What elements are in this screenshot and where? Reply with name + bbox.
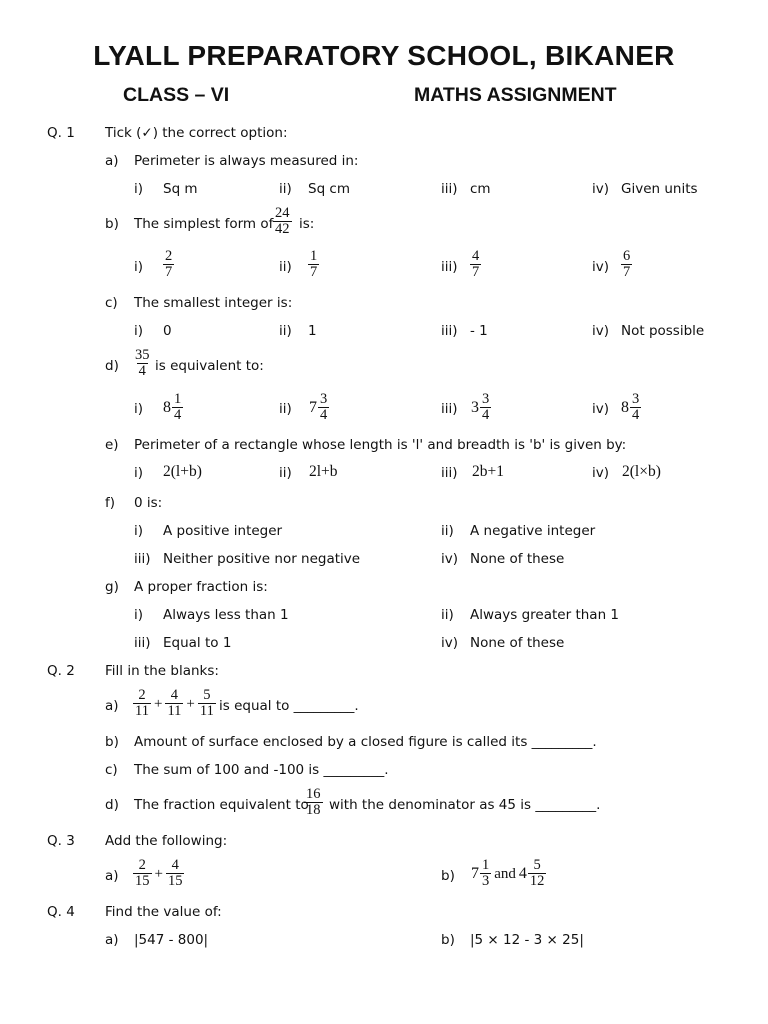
option-number: iii) bbox=[441, 259, 458, 275]
option-text: Sq m bbox=[163, 181, 198, 197]
option-fraction: $\frac{2}{7}$ bbox=[165, 248, 173, 281]
option-text: None of these bbox=[470, 635, 565, 651]
part-label: e) bbox=[105, 437, 119, 453]
option-number: i) bbox=[134, 259, 144, 275]
option-expression: 2(l+b) bbox=[163, 463, 202, 480]
option-text: Equal to 1 bbox=[163, 635, 232, 651]
part-label: d) bbox=[105, 358, 119, 374]
option-number: i) bbox=[134, 401, 144, 417]
option-expression: 2b+1 bbox=[472, 463, 504, 480]
fraction: $\frac{16}{18}$ bbox=[306, 786, 321, 819]
option-mixed-number: 3 $\frac{3}{4}$ bbox=[471, 391, 490, 424]
part-label: a) bbox=[105, 932, 119, 948]
option-text: A negative integer bbox=[470, 523, 596, 539]
option-number: iii) bbox=[134, 551, 151, 567]
option-number: i) bbox=[134, 323, 144, 339]
option-text: cm bbox=[470, 181, 491, 197]
option-number: ii) bbox=[279, 401, 292, 417]
part-text: A proper fraction is: bbox=[134, 579, 268, 595]
part-text: |5 × 12 - 3 × 25| bbox=[470, 932, 584, 948]
option-number: iii) bbox=[134, 635, 151, 651]
part-text: The sum of 100 and -100 is _________. bbox=[134, 762, 389, 778]
part-label: f) bbox=[105, 495, 116, 511]
option-number: i) bbox=[134, 523, 144, 539]
option-text: 1 bbox=[308, 323, 317, 339]
question-instruction: Tick (✓) the correct option: bbox=[105, 125, 288, 141]
part-label: g) bbox=[105, 579, 119, 595]
fraction: $\frac{24}{42}$ bbox=[275, 205, 290, 238]
class-label: CLASS – VI bbox=[123, 84, 230, 106]
question-number: Q. 1 bbox=[47, 125, 75, 141]
option-text: Given units bbox=[621, 181, 698, 197]
option-expression: 2(l×b) bbox=[622, 463, 661, 480]
option-number: iv) bbox=[592, 323, 610, 339]
option-number: iii) bbox=[441, 323, 458, 339]
part-text: The simplest form of bbox=[134, 216, 274, 232]
part-label: b) bbox=[105, 216, 119, 232]
option-fraction: $\frac{4}{7}$ bbox=[472, 248, 480, 281]
option-number: iv) bbox=[592, 181, 610, 197]
option-number: i) bbox=[134, 181, 144, 197]
school-name: LYALL PREPARATORY SCHOOL, BIKANER bbox=[93, 40, 675, 71]
part-text: with the denominator as 45 is _________. bbox=[329, 797, 601, 813]
option-number: iv) bbox=[592, 259, 610, 275]
part-label: c) bbox=[105, 762, 118, 778]
part-text: is equivalent to: bbox=[155, 358, 264, 374]
option-text: - 1 bbox=[470, 323, 488, 339]
option-number: ii) bbox=[441, 607, 454, 623]
part-label: b) bbox=[105, 734, 119, 750]
option-number: ii) bbox=[279, 465, 292, 481]
question-number: Q. 4 bbox=[47, 904, 75, 920]
option-number: ii) bbox=[279, 259, 292, 275]
option-number: iv) bbox=[592, 465, 610, 481]
option-number: iii) bbox=[441, 465, 458, 481]
part-label: a) bbox=[105, 868, 119, 884]
fraction: $\frac{35}{4}$ bbox=[135, 347, 150, 380]
subject-label: MATHS ASSIGNMENT bbox=[414, 84, 617, 106]
question-number: Q. 2 bbox=[47, 663, 75, 679]
part-text: Perimeter is always measured in: bbox=[134, 153, 359, 169]
option-mixed-number: 8 $\frac{1}{4}$ bbox=[163, 391, 182, 424]
part-label: a) bbox=[105, 698, 119, 714]
option-text: None of these bbox=[470, 551, 565, 567]
part-label: a) bbox=[105, 153, 119, 169]
part-text: Perimeter of a rectangle whose length is 'l' and breadth is 'b' is given by: bbox=[134, 437, 627, 453]
option-number: iii) bbox=[441, 401, 458, 417]
option-mixed-number: 8 $\frac{3}{4}$ bbox=[621, 391, 640, 424]
option-number: iv) bbox=[592, 401, 610, 417]
part-label: b) bbox=[441, 868, 455, 884]
option-text: Sq cm bbox=[308, 181, 351, 197]
part-label: d) bbox=[105, 797, 119, 813]
fraction-sum-expression: $\frac{2}{11}$ + $\frac{4}{11}$ + $\frac{5}{11}$ bbox=[135, 687, 214, 720]
question-number: Q. 3 bbox=[47, 833, 75, 849]
part-text: The smallest integer is: bbox=[134, 295, 293, 311]
option-number: iii) bbox=[441, 181, 458, 197]
part-label: b) bbox=[441, 932, 455, 948]
part-label: c) bbox=[105, 295, 118, 311]
option-text: A positive integer bbox=[163, 523, 283, 539]
option-number: ii) bbox=[441, 523, 454, 539]
question-instruction: Find the value of: bbox=[105, 904, 222, 920]
option-number: iv) bbox=[441, 551, 459, 567]
option-fraction: $\frac{1}{7}$ bbox=[310, 248, 318, 281]
option-text: Always less than 1 bbox=[163, 607, 289, 623]
part-text: 0 is: bbox=[134, 495, 163, 511]
option-mixed-number: 7 $\frac{3}{4}$ bbox=[309, 391, 328, 424]
option-text: Not possible bbox=[621, 323, 705, 339]
option-fraction: $\frac{6}{7}$ bbox=[623, 248, 631, 281]
option-text: 0 bbox=[163, 323, 172, 339]
option-text: Always greater than 1 bbox=[470, 607, 620, 623]
option-number: i) bbox=[134, 607, 144, 623]
option-expression: 2l+b bbox=[309, 463, 338, 480]
part-text: The fraction equivalent to bbox=[134, 797, 309, 813]
part-text: |547 - 800| bbox=[134, 932, 209, 948]
part-text: Amount of surface enclosed by a closed figure is called its _________. bbox=[134, 734, 597, 750]
option-text: Neither positive nor negative bbox=[163, 551, 361, 567]
question-instruction: Add the following: bbox=[105, 833, 228, 849]
option-number: ii) bbox=[279, 181, 292, 197]
question-instruction: Fill in the blanks: bbox=[105, 663, 219, 679]
mixed-number-expression: 7 $\frac{1}{3}$ and 4 $\frac{5}{12}$ bbox=[471, 857, 545, 890]
option-number: ii) bbox=[279, 323, 292, 339]
fraction-sum-expression: $\frac{2}{15}$ + $\frac{4}{15}$ bbox=[135, 857, 183, 890]
option-number: i) bbox=[134, 465, 144, 481]
option-number: iv) bbox=[441, 635, 459, 651]
part-text: is equal to _________. bbox=[219, 698, 359, 714]
part-text: is: bbox=[299, 216, 315, 232]
